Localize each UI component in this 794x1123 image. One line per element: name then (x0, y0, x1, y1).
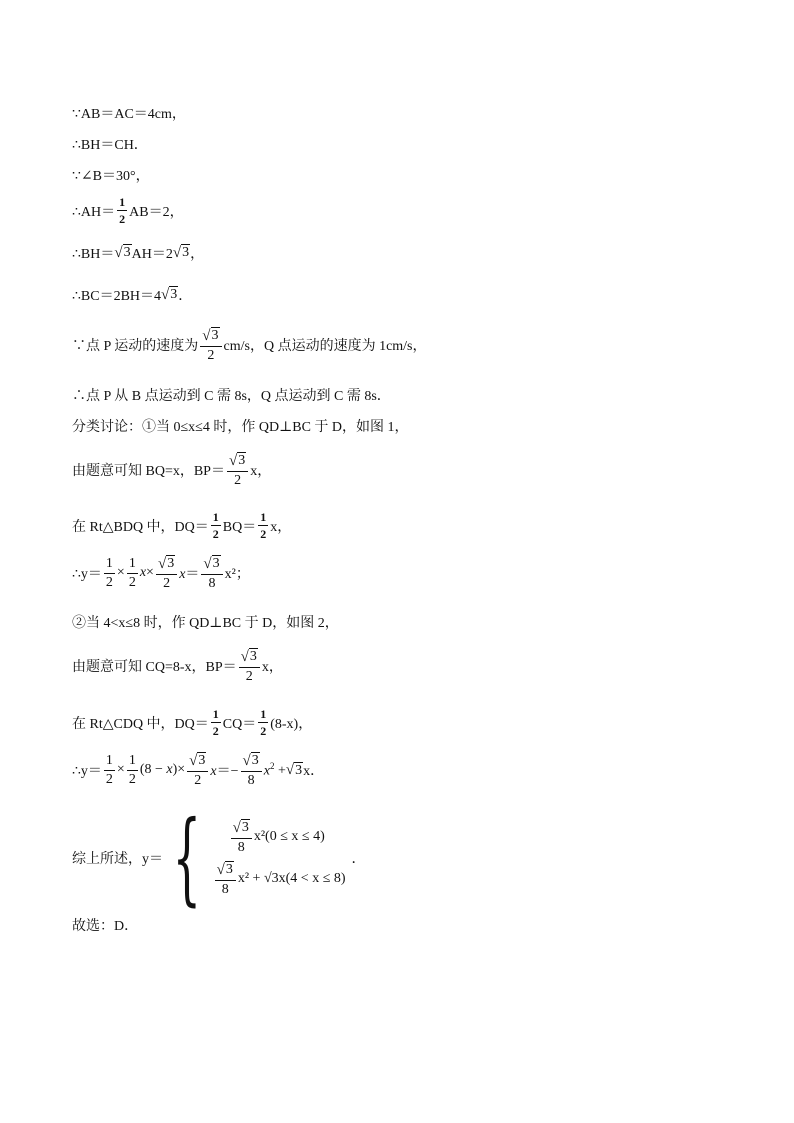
text-line-9 (72, 416, 409, 436)
case-row-1: √ 3 8 x²(0 ≤ x ≤ 4) (232, 819, 325, 855)
text-line-4 (72, 196, 184, 225)
sqrt-symbol: √ 3 (161, 286, 178, 303)
fraction-half: $\frac{1}{2}$ (212, 707, 219, 738)
line-text: ∴点 P 从 B 点运动到 C 需 8s，Q 点运动到 C 需 8s． (72, 389, 391, 404)
fraction-sqrt3-over-2: √ 3 2 (187, 752, 208, 788)
text-line-12: ∴y＝ $\frac{1}{2}$ × $\frac{1}{2}$ x× √ 3 2 x＝ √ 3 8 x²； (72, 555, 250, 592)
answer-text: 故选：D． (72, 919, 139, 934)
text-line-7 (72, 327, 427, 363)
line-text: ∴AH＝ (72, 204, 116, 220)
text-line-16: ∴y＝ $\frac{1}{2}$ × $\frac{1}{2}$ (8 − x)× √ 3 2 x＝− √ 3 8 $x^2$ + √ 3 x． (72, 752, 325, 789)
line-text: ． (351, 852, 366, 867)
line-text: 分类讨论：①当 0≤x≤4 时，作 QD⊥BC 于 D，如图 1， (72, 420, 409, 435)
line-text: x²； (224, 567, 250, 583)
fraction-half: $\frac{1}{2}$ (212, 510, 219, 541)
text-line-13 (72, 612, 339, 632)
text-line-6 (72, 285, 192, 305)
fraction-half: $\frac{1}{2}$ (105, 752, 113, 787)
line-text: cm/s，Q 点运动的速度为 1cm/s， (223, 339, 427, 355)
line-text: ∴BH＝CH． (72, 138, 148, 153)
line-text: ． (178, 289, 193, 304)
text-line-8 (72, 385, 391, 405)
case-row-2: √ 3 8 x² + √3x(4 < x ≤ 8) (216, 862, 346, 898)
piecewise-brace: { √ 3 8 x²(0 ≤ x ≤ 4) √ 3 8 x² + √3x(4 < x ≤ 8) (172, 799, 346, 916)
text-line-10 (72, 452, 271, 488)
line-text: 在 Rt△CDQ 中，DQ＝ (72, 716, 209, 732)
fraction-half: $\frac{1}{2}$ (260, 510, 267, 541)
line-text: ∵AB＝AC＝4cm， (72, 107, 186, 122)
line-text: ∵点 P 运动的速度为 (72, 339, 199, 355)
text-line-18 (72, 915, 138, 935)
line-text: 综上所述，y＝ (72, 852, 163, 867)
fraction-sqrt3-over-2: √ 3 2 (200, 327, 221, 363)
line-text: x， (270, 519, 292, 535)
line-text: ∴y＝ (72, 764, 102, 780)
line-text: x， (250, 464, 272, 480)
sqrt-symbol: √ 3 (285, 761, 303, 778)
text-line-1 (72, 103, 186, 123)
line-text: AH＝2 (131, 247, 173, 262)
fraction-sqrt3-over-2: √ 3 2 (227, 452, 248, 488)
line-text: CQ＝ (222, 716, 257, 732)
line-text: 由题意可知 CQ=8-x，BP＝ (72, 660, 237, 676)
fraction-sqrt3-over-2: √ 3 2 (156, 555, 177, 591)
sqrt-symbol: √ 3 (114, 244, 131, 261)
text-line-3 (72, 165, 150, 185)
text-line-5 (72, 243, 204, 263)
line-text: ∵∠B＝30°， (72, 169, 150, 184)
fraction-sqrt3-over-8: √ 3 8 (201, 555, 222, 591)
fraction-half: $\frac{1}{2}$ (105, 555, 113, 590)
sqrt-symbol: √ 3 (172, 244, 190, 261)
line-text: AB＝2， (129, 204, 184, 220)
text-line-11 (72, 511, 291, 540)
times-sign: × (116, 565, 125, 581)
fraction-sqrt3-over-2: √ 3 2 (239, 648, 260, 684)
line-text: ②当 4<x≤8 时，作 QD⊥BC 于 D，如图 2， (72, 616, 339, 631)
text-line-14 (72, 648, 283, 684)
line-text: ∴BC＝2BH＝4 (72, 289, 162, 304)
line-text: BQ＝ (222, 519, 257, 535)
line-text: (8-x)， (270, 716, 313, 732)
line-text: 由题意可知 BQ=x，BP＝ (72, 464, 225, 480)
fraction-half: $\frac{1}{2}$ (128, 752, 136, 787)
line-text: 在 Rt△BDQ 中，DQ＝ (72, 519, 209, 535)
line-text: x． (303, 764, 325, 780)
line-text: ， (190, 247, 205, 262)
line-text: ∴y＝ (72, 567, 102, 583)
text-line-15 (72, 708, 312, 737)
fraction-half: $\frac{1}{2}$ (119, 195, 126, 226)
piecewise-summary (72, 799, 366, 916)
line-text: x， (261, 660, 283, 676)
fraction-half: $\frac{1}{2}$ (128, 555, 136, 590)
fraction-sqrt3-over-8: √ 3 8 (241, 752, 262, 788)
fraction-half: $\frac{1}{2}$ (260, 707, 267, 738)
line-text: ∴BH＝ (72, 247, 115, 262)
text-line-2 (72, 134, 148, 154)
